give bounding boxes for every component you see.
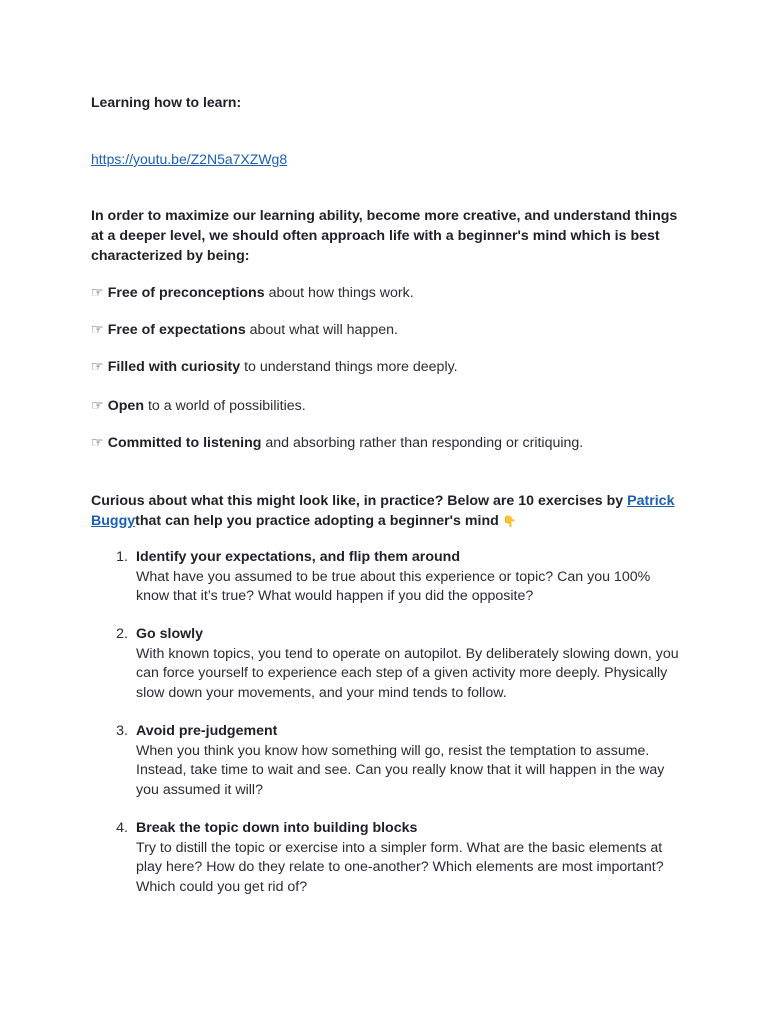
exercise-item — [100, 819, 680, 897]
exercises-intro-text-end: that can help you practice adopting a beginner's mind — [135, 513, 499, 529]
exercise-number: 4. — [116, 820, 128, 836]
trait-text: about what will happen. — [245, 322, 398, 338]
exercise-item — [100, 548, 680, 607]
trait-bold: Open — [107, 398, 144, 414]
trait-text: and absorbing rather than responding or critiquing. — [261, 435, 584, 451]
exercise-text: With known topics, you tend to operate on autopilot. By deliberately slowing down, you can force yourself to experience each step of a given activity more deeply. Physically slow down your movements, and your mind tends to follow. — [136, 645, 679, 701]
exercise-text: When you think you know how something will go, resist the temptation to assume. Instead, take time to wait and see. Can you really know that it will happen in the way you assumed it will? — [136, 742, 665, 798]
trait-item — [91, 320, 691, 340]
exercise-title: Go slowly — [136, 626, 204, 642]
trait-text: to a world of possibilities. — [144, 398, 306, 414]
exercise-title: Identify your expectations, and flip them around — [136, 549, 460, 565]
pointing-hand-icon: ☞ — [91, 359, 104, 375]
trait-bold: Committed to listening — [107, 435, 262, 451]
pointing-hand-icon: ☞ — [91, 398, 104, 414]
exercise-number: 1. — [116, 549, 128, 565]
trait-text: about how things work. — [264, 285, 414, 301]
trait-item — [91, 396, 691, 416]
trait-bold: Filled with curiosity — [107, 359, 241, 375]
exercise-text: What have you assumed to be true about this experience or topic? Can you 100% know that it’s true? What would happen if you did the opposite? — [136, 568, 651, 604]
exercise-text: Try to distill the topic or exercise into a simpler form. What are the basic elements at play here? How do they relate to one-another? Which elements are most important? Which could you get rid of? — [136, 839, 664, 895]
exercise-item — [100, 722, 680, 800]
trait-item — [91, 283, 691, 303]
exercise-title: Avoid pre-judgement — [136, 723, 278, 739]
author-link[interactable]: Patrick Buggy — [91, 493, 675, 529]
intro-paragraph: In order to maximize our learning ability, become more creative, and understand things at a deeper level, we should often approach life with a beginner's mind which is best characterized by being: — [91, 208, 678, 264]
exercises-intro — [91, 491, 681, 532]
pointing-hand-icon: ☞ — [91, 285, 104, 301]
pointing-hand-icon: ☞ — [91, 435, 104, 451]
trait-bold: Free of expectations — [107, 322, 246, 338]
exercises-intro-text: Curious about what this might look like, in practice? Below are 10 exercises by — [91, 493, 628, 509]
page-heading: Learning how to learn: — [91, 94, 242, 110]
youtube-link[interactable]: https://youtu.be/Z2N5a7XZWg8 — [91, 151, 288, 167]
exercise-number: 3. — [116, 723, 128, 739]
exercise-title: Break the topic down into building blocks — [136, 820, 418, 836]
exercise-number: 2. — [116, 626, 128, 642]
trait-text: to understand things more deeply. — [240, 359, 458, 375]
exercise-item — [100, 625, 680, 703]
trait-bold: Free of preconceptions — [107, 285, 265, 301]
trait-item — [91, 433, 691, 453]
pointing-down-icon: 👇 — [502, 516, 517, 528]
trait-item — [91, 357, 691, 377]
pointing-hand-icon: ☞ — [91, 322, 104, 338]
